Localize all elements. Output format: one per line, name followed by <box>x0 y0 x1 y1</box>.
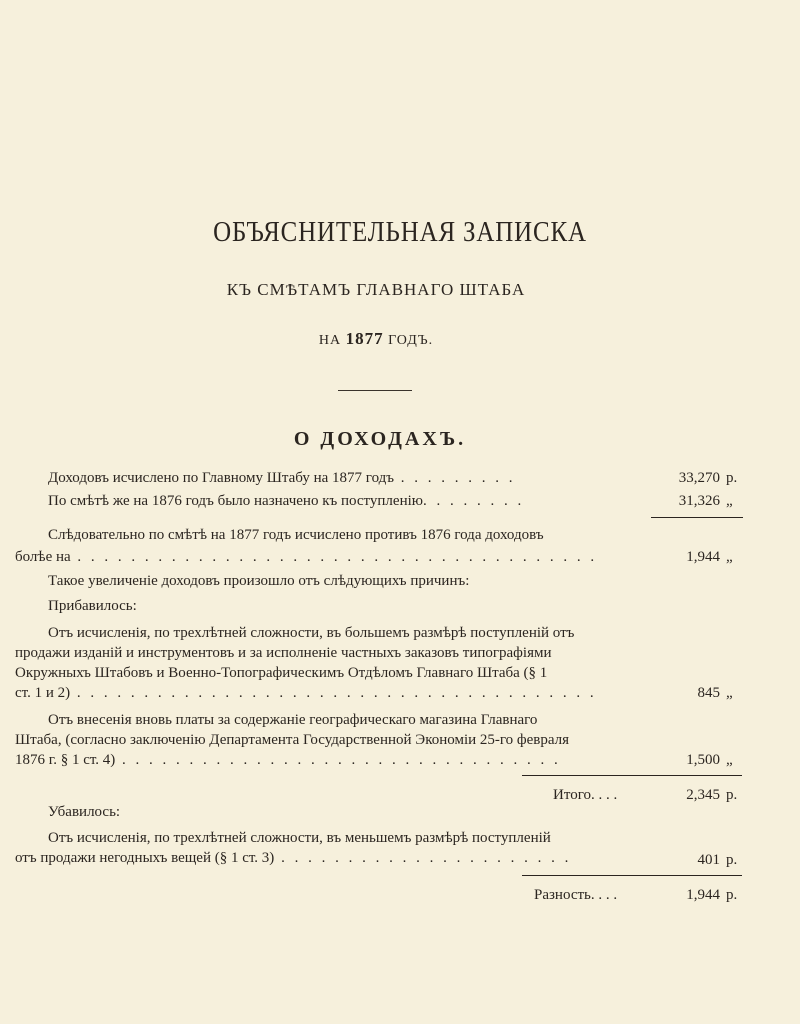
income-1877-text: Доходовъ исчислено по Главному Штабу на 1877 годъ <box>48 470 395 486</box>
income-1876-unit: „ <box>726 493 733 509</box>
reasons-line: Такое увеличеніе доходовъ произошло отъ слѣдующихъ причинъ: <box>48 573 470 589</box>
year-number: 1877 <box>345 329 384 348</box>
difference-amount: 1,944 <box>686 887 720 903</box>
difference-unit: р. <box>726 887 738 903</box>
leader-dots: . . . . . . . . . . . . . . . . . . . . . . <box>274 850 572 866</box>
leader-dots: . . . . . . . . . <box>394 470 516 486</box>
added-item1-line-3: Окружныхъ Штабовъ и Военно-Топографическимъ Отдѣломъ Главнаго Штаба (§ 1 <box>15 665 548 681</box>
added-item1-amount: 845 <box>697 685 720 701</box>
added-item1-line-4 <box>15 683 647 703</box>
reduced-item-unit: р. <box>726 852 738 868</box>
added-item2-unit: „ <box>726 752 733 768</box>
reduced-heading: Убавилось: <box>48 804 121 820</box>
income-1877-line <box>48 468 648 488</box>
added-item2-line-2: Штаба, (согласно заключенію Департамента Государственной Экономіи 25-го февраля <box>15 732 570 748</box>
title-divider <box>338 390 412 391</box>
increase-line-1: Слѣдовательно по смѣтѣ на 1877 годъ исчислено противъ 1876 года доходовъ <box>48 527 544 543</box>
leader-dots: . . . . . . . . . . . . . . . . . . . . . . . . . . . . . . . . . . . . . . . <box>70 685 597 701</box>
reduced-item-line-2 <box>15 848 647 868</box>
increase-line-2 <box>15 547 647 567</box>
added-item2-text: 1876 г. § 1 ст. 4) <box>15 752 116 768</box>
leader-dots: . . . . . . . . . . . . . . . . . . . . . . . . . . . . . . . . . . . . . . . <box>70 549 598 565</box>
leader-dots: . . . . . . . . <box>422 493 525 509</box>
difference-label: Разность. . . . <box>534 887 618 903</box>
leader-dots: . . . . . . . . . . . . . . . . . . . . . . . . . . . . . . . . . <box>115 752 561 768</box>
reduced-item-amount: 401 <box>697 852 720 868</box>
reduced-item-text: отъ продажи негодныхъ вещей (§ 1 ст. 3) <box>15 850 275 866</box>
added-item2-line-3 <box>15 750 647 770</box>
increase-amount: 1,944 <box>686 549 720 565</box>
document-year-line <box>0 329 752 349</box>
added-item2-line-1: Отъ внесенія вновь платы за содержаніе географическаго магазина Главнаго <box>48 712 538 728</box>
income-1877-unit: р. <box>726 470 738 486</box>
added-item1-unit: „ <box>726 685 733 701</box>
total-amount: 2,345 <box>686 787 720 803</box>
increase-unit: „ <box>726 549 733 565</box>
sum-rule-2 <box>522 775 742 776</box>
total-label: Итого. . . . <box>553 787 618 803</box>
income-1877-amount: 33,270 <box>678 470 720 486</box>
sum-rule-3 <box>522 875 742 876</box>
added-item2-amount: 1,500 <box>686 752 720 768</box>
sum-rule-1 <box>651 517 743 518</box>
added-item1-text: ст. 1 и 2) <box>15 685 71 701</box>
added-item1-line-2: продажи изданій и инструментовъ и за исполненіе частныхъ заказовъ типографіями <box>15 645 552 661</box>
year-suffix: ГОДЪ. <box>388 333 434 348</box>
added-item1-line-1: Отъ исчисленія, по трехлѣтней сложности, въ большемъ размѣрѣ поступленій отъ <box>48 625 575 641</box>
income-1876-amount: 31,326 <box>678 493 720 509</box>
section-heading: О ДОХОДАХЪ. <box>293 428 467 450</box>
reduced-item-line-1: Отъ исчисленія, по трехлѣтней сложности, въ меньшемъ размѣрѣ поступленій <box>48 830 551 846</box>
added-heading: Прибавилось: <box>48 598 137 614</box>
income-1876-text: По смѣтѣ же на 1876 годъ было назначено къ поступленію <box>48 493 423 509</box>
document-title: ОБЪЯСНИТЕЛЬНАЯ ЗАПИСКА <box>213 216 587 248</box>
income-1876-line <box>48 491 648 511</box>
increase-text: болѣе на <box>15 549 71 565</box>
year-prefix: НА <box>318 333 342 348</box>
document-subtitle: КЪ СМѢТАМЪ ГЛАВНАГО ШТАБА <box>226 280 526 299</box>
total-unit: р. <box>726 787 738 803</box>
